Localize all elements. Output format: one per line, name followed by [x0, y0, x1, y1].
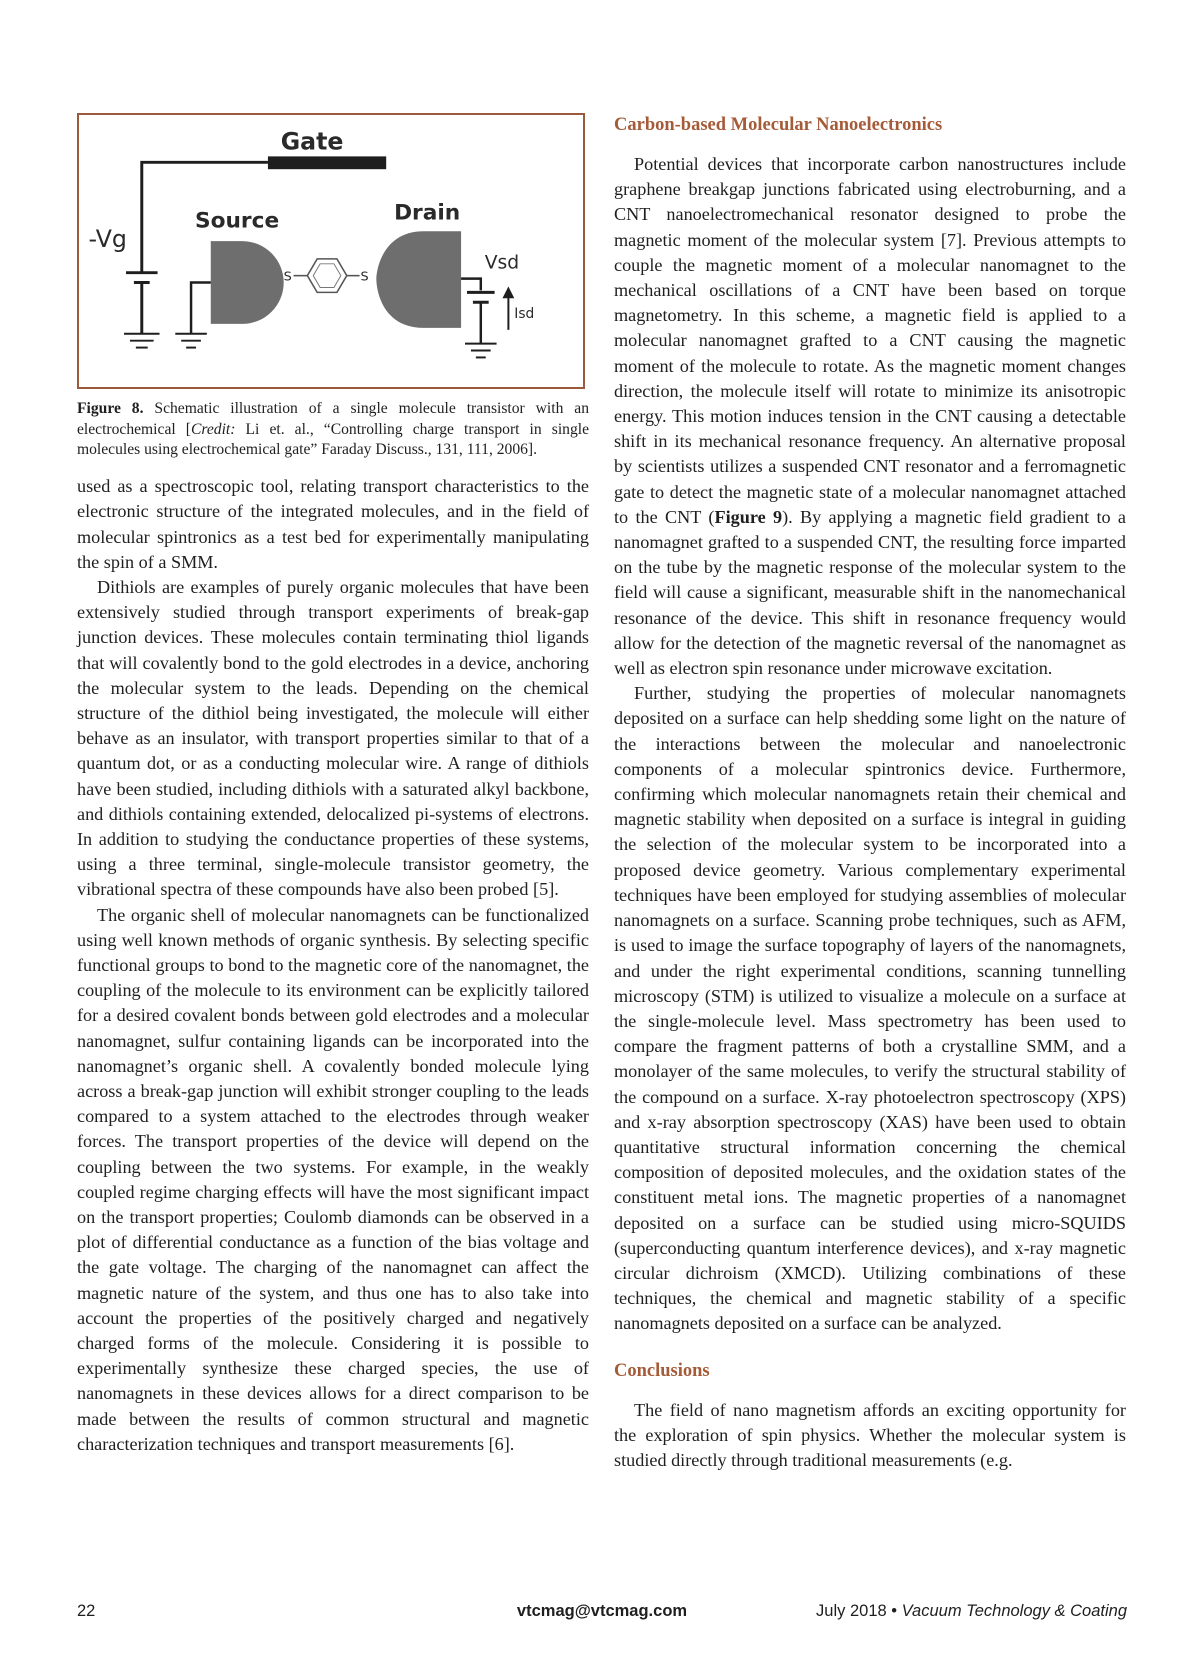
source-wire	[191, 283, 211, 334]
section-heading-carbon-based: Carbon-based Molecular Nanoelectronics	[614, 115, 943, 135]
footer-issue-date: July 2018	[816, 1602, 887, 1620]
drain-wire	[461, 279, 481, 291]
source-electrode	[211, 241, 284, 324]
figure-caption-text-2: Li et. al., “Controlling charge transport in single molecules using electrochemical gate” Faraday Discuss., 131, 111, 2006].	[77, 420, 589, 458]
footer-publication: Vacuum Technology & Coating	[901, 1602, 1127, 1620]
footer-email: vtcmag@vtcmag.com	[516, 1602, 688, 1620]
right-paragraph-1	[614, 152, 1126, 681]
ground-symbol-source	[175, 334, 207, 348]
drain-label: Drain	[394, 200, 461, 226]
vg-label: -Vg	[88, 225, 127, 254]
sulfur-right-label: S	[360, 269, 369, 285]
vsd-label: Vsd	[484, 252, 520, 274]
right-column	[614, 113, 1126, 1473]
isd-label: Isd	[514, 306, 535, 323]
sulfur-left-label: S	[283, 269, 292, 285]
figure-9-reference: Figure 9	[714, 506, 783, 527]
left-paragraph-3: The organic shell of molecular nanomagnets can be functionalized using well known methods of organic synthesis. By selecting specific functional groups to bond to the magnetic core of the nanomagnet, the coupling of the molecule to its environment can be explicitly tailored for a desired covalent bonds between gold electrodes and a molecular nanomagnet, sulfur containing ligands can be incorporated into the nanomagnet’s organic shell. A covalently bonded molecule lying across a break-gap junction will exhibit stronger coupling to the leads compared to a system attached to the electrodes through weaker forces. The transport properties of the device will depend on the coupling between the two systems. For example, in the weakly coupled regime charging effects will have the most significant impact on the transport properties; Coulomb diamonds can be observed in a plot of differential conductance as a function of the bias voltage and the gate voltage. The charging of the nanomagnet can affect the magnetic nature of the system, and thus one has to also take into account the properties of the positively charged and negatively charged forms of the molecule. Considering it is possible to experimentally synthesize these charged species, the use of nanomagnets in these devices allows for a direct comparison to be made between the results of common structural and magnetic characterization techniques and transport measurements [6].	[77, 904, 589, 1454]
left-paragraph-1: used as a spectroscopic tool, relating transport characteristics to the electronic structure of the integrated molecules, and in the field of molecular spintronics as a test bed for experimentally manipulating the spin of a SMM.	[77, 476, 589, 572]
footer-issue	[816, 1602, 1127, 1621]
page-number: 22	[77, 1602, 96, 1620]
gate-label: Gate	[280, 127, 344, 156]
left-column	[77, 113, 589, 1457]
ground-symbol-drain	[465, 344, 497, 358]
ground-symbol-vg	[124, 334, 159, 348]
right-paragraph-3: The field of nano magnetism affords an exciting opportunity for the exploration of spin physics. Whether the molecular system is studied directly through traditional measurements (e.g.	[614, 1399, 1126, 1470]
figure-caption-text-1: Schematic illustration of a single molecule transistor with an electrochemical [	[77, 400, 590, 438]
page-footer	[77, 1602, 1127, 1626]
right-paragraph-1-text-b: ). By applying a magnetic field gradient to a nanomagnet grafted to a suspended CNT, the resulting force imparted on the tube by the magnetic response of the molecular system to the field will cause a significant, measurable shift in the nanomechanical resonance of the device. This shift in resonance frequency would allow for the detection of the magnetic reversal of the nanomagnet as well as electron spin resonance under microwave excitation.	[614, 506, 1126, 679]
figure-caption	[77, 399, 589, 461]
footer-bullet: •	[891, 1602, 898, 1620]
transistor-schematic	[79, 115, 583, 387]
figure-8	[77, 113, 585, 389]
figure-caption-credit: Credit:	[190, 420, 236, 438]
benzene-ring-inner	[313, 264, 341, 288]
source-label: Source	[195, 208, 280, 234]
drain-electrode	[376, 231, 461, 328]
left-paragraph-2: Dithiols are examples of purely organic molecules that have been extensively studied through transport experiments of break-gap junction devices. These molecules contain terminating thiol ligands that will covalently bond to the gold electrodes in a device, anchoring the molecular system to the leads. Depending on the chemical structure of the dithiol being investigated, the molecule will either behave as an insulator, with transport properties similar to that of a quantum dot, or as a conducting molecular wire. A range of dithiols have been studied, including dithiols with a saturated alkyl backbone, and dithiols containing extended, delocalized pi-systems of electrons. In addition to studying the conductance properties of these systems, using a three terminal, single-molecule transistor geometry, the vibrational spectra of these compounds have also been probed [5].	[77, 576, 589, 900]
figure-caption-label: Figure 8.	[77, 400, 144, 417]
section-heading-conclusions: Conclusions	[614, 1360, 710, 1381]
isd-arrow-head	[502, 286, 514, 298]
right-paragraph-1-text-a: Potential devices that incorporate carbon nanostructures include graphene breakgap junctions fabricated using electroburning, and a CNT nanoelectromechanical resonator designed to probe the magnetic moment of the molecular system [7]. Previous attempts to couple the magnetic moment of a molecular nanomagnet to the mechanical oscillations of a CNT have been based on torque magnetometry. In this scheme, a magnetic field is applied to a molecular nanomagnet grafted to a CNT causing the magnetic moment of the molecule to rotate. As the magnetic moment changes direction, the molecule itself will rotate to minimize its anisotropic energy. This motion induces tension in the CNT causing a detectable shift in its mechanical resonance frequency. An alternative proposal by scientists utilizes a suspended CNT resonator and a ferromagnetic gate to detect the magnetic state of a molecular nanomagnet attached to the CNT (	[614, 154, 1126, 527]
right-paragraph-2: Further, studying the properties of molecular nanomagnets deposited on a surface can help shedding some light on the nature of the interactions between the molecular and nanoelectronic components of a molecular spintronics device. Furthermore, confirming which molecular nanomagnets retain their chemical and magnetic stability when deposited on a surface is integral in guiding the selection of the molecular system to be incorporated into a proposed device geometry. Various complementary experimental techniques have been employed for studying assemblies of molecular nanomagnets on a surface. Scanning probe techniques, such as AFM, is used to image the surface topography of layers of the nanomagnets, and under the right experimental conditions, scanning tunnelling microscopy (STM) is utilized to visualize a molecule on a surface at the single-molecule level. Mass spectrometry has been used to compare the fragment patterns of both a crystalline SMM, and a monolayer of the same molecules, to verify the structural stability of the compound on a surface. X-ray photoelectron spectroscopy (XPS) and x-ray absorption spectroscopy (XAS) have been used to obtain quantitative structural information concerning the chemical composition of deposited molecules, and the oxidation states of the constituent metal ions. The magnetic properties of a nanomagnet deposited on a surface can be studied using micro-SQUIDS (superconducting quantum interference devices), and x-ray magnetic circular dichroism (XMCD). Utilizing combinations of these techniques, the chemical and magnetic stability of a specific nanomagnets deposited on a surface can be analyzed.	[614, 683, 1126, 1334]
gate-electrode	[268, 156, 386, 169]
